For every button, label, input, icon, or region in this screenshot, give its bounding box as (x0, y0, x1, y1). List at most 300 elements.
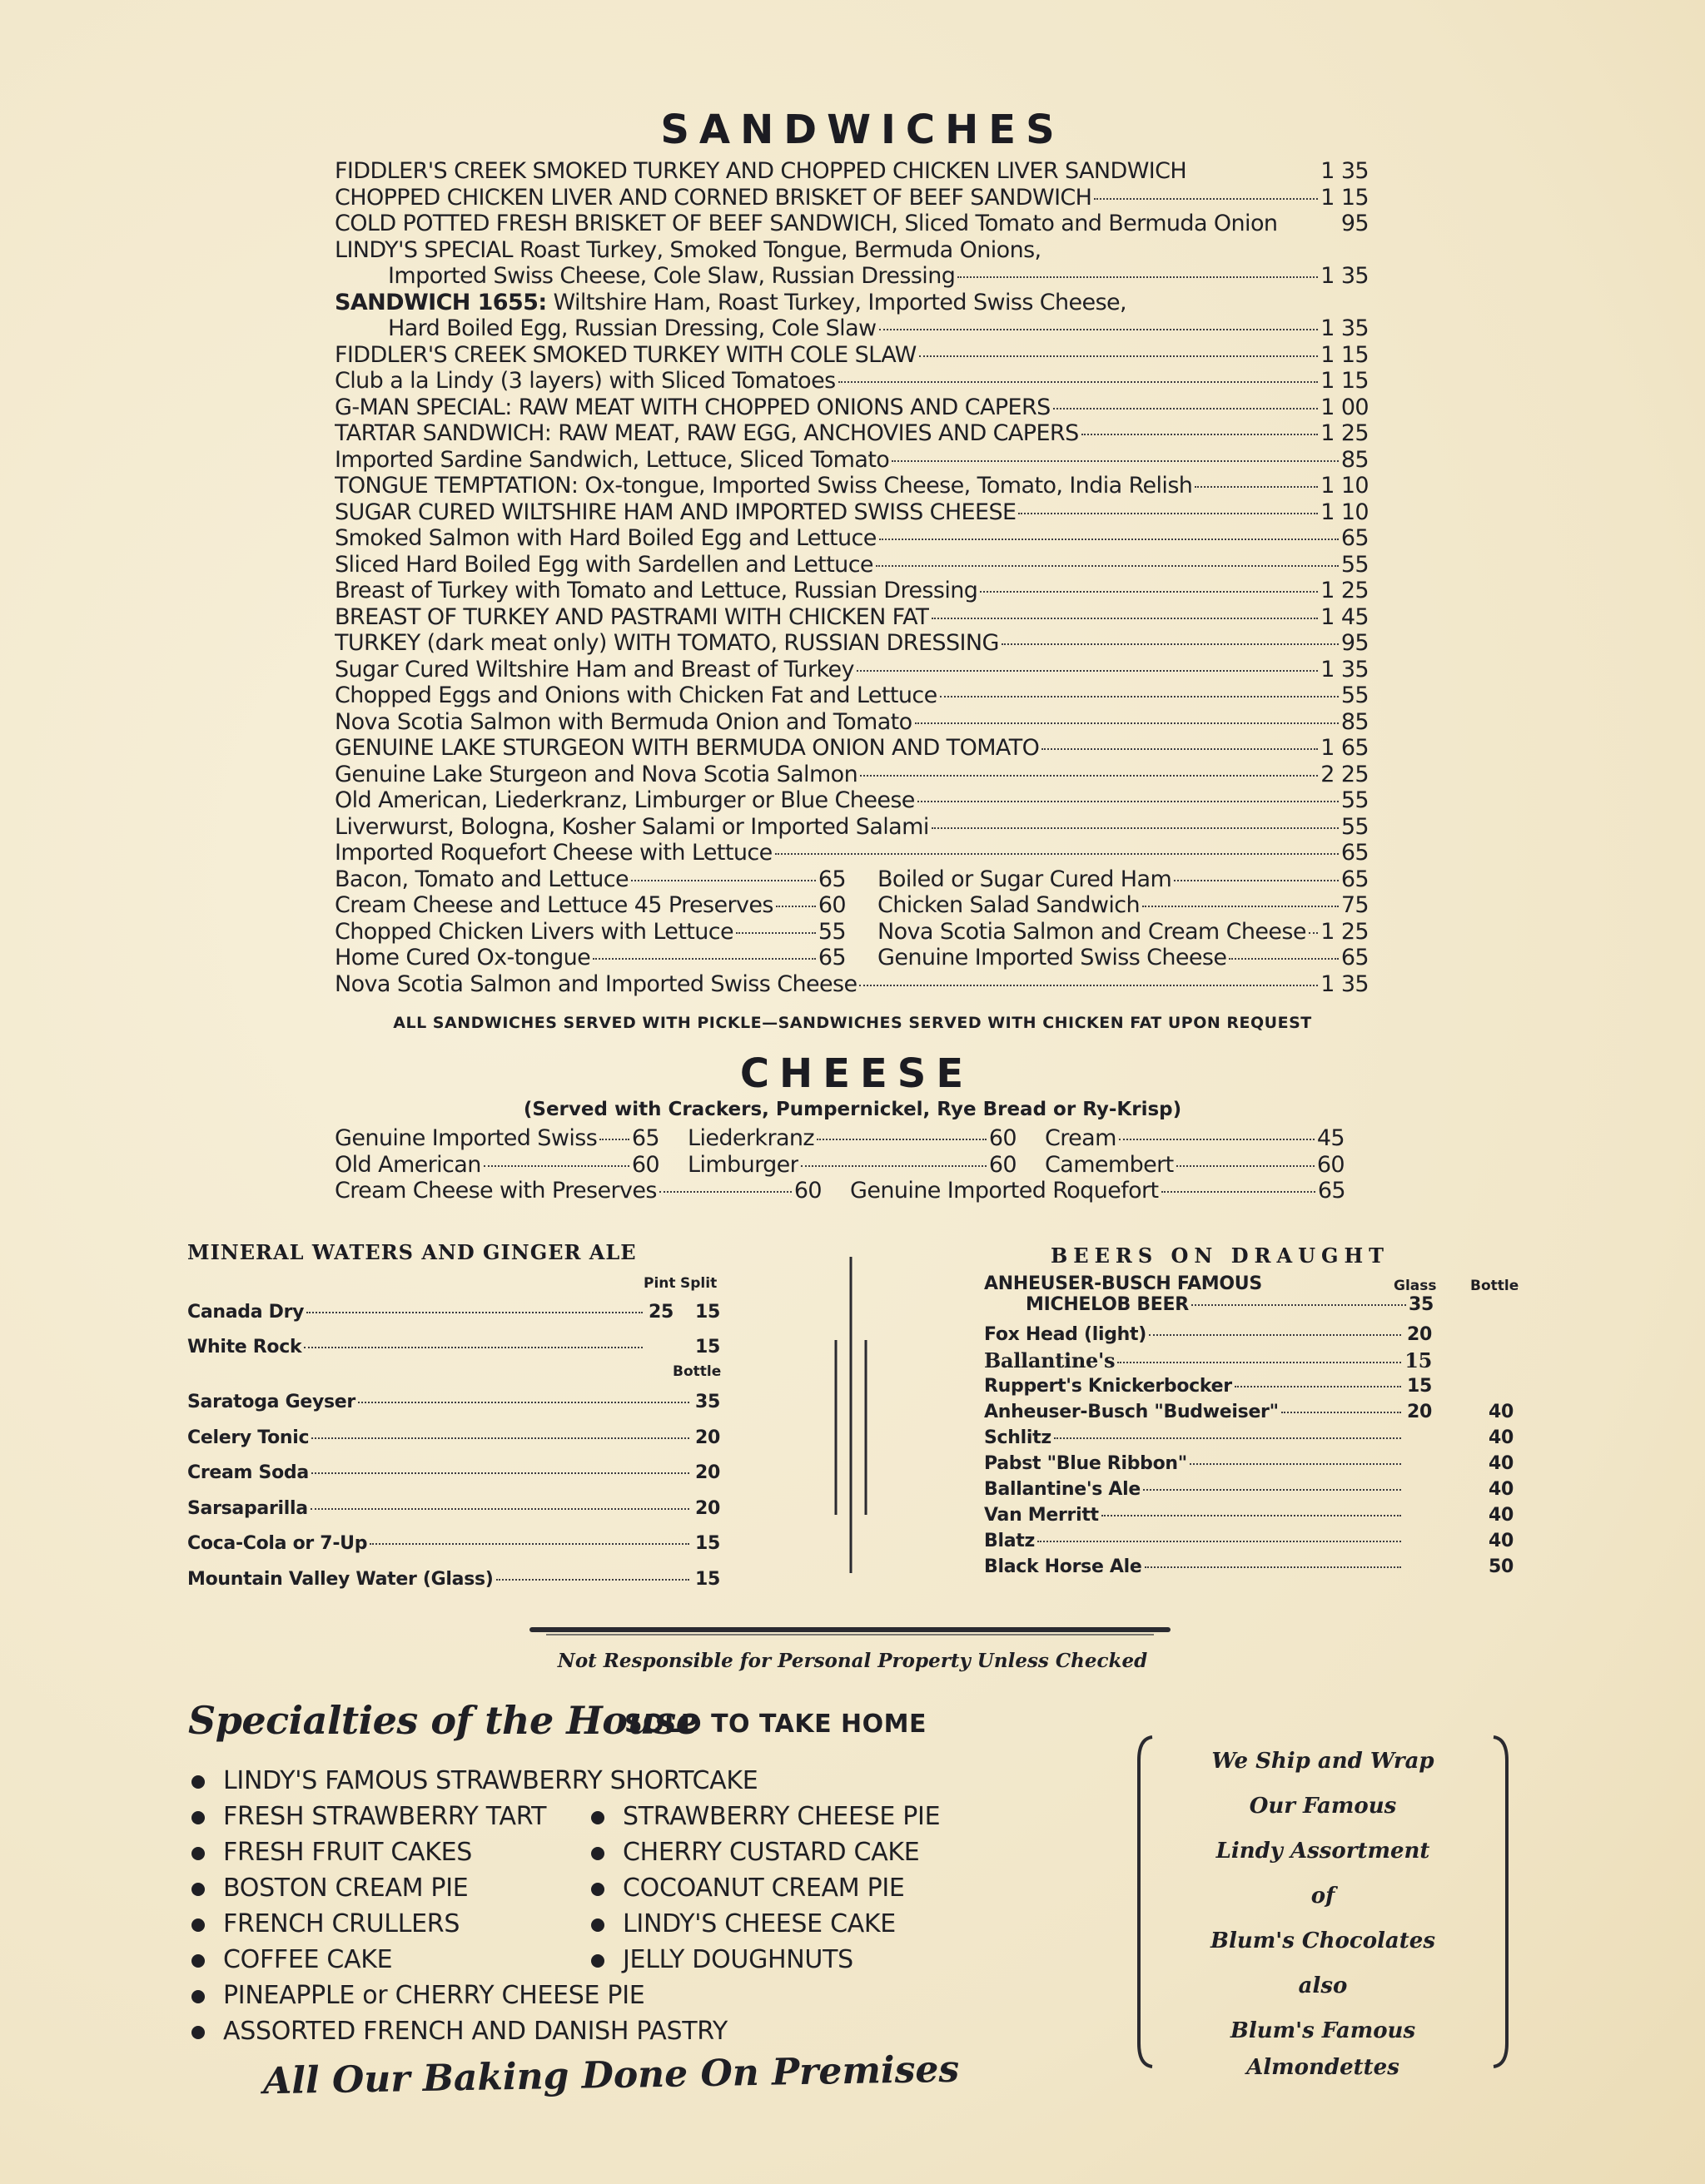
sandwich-row (335, 657, 1369, 683)
cheese-cell (850, 1178, 1345, 1204)
price-1: 15 (694, 1568, 720, 1590)
bottle-price: 40 (1488, 1453, 1514, 1474)
sandwich-row (335, 420, 1369, 447)
item-price: 65 (818, 945, 846, 970)
beer-row (984, 1399, 1514, 1425)
leader-dots (304, 1347, 643, 1348)
price-2: 15 (694, 1337, 720, 1358)
sandwich-row (335, 866, 846, 893)
bottle-price: 50 (1488, 1556, 1514, 1577)
item-name: Imported Swiss Cheese, Cole Slaw, Russian Dressing (388, 263, 956, 289)
cheese-item (688, 1125, 1017, 1152)
ship-and-wrap-box (1134, 1735, 1512, 2080)
item-name: Saratoga Geyser (187, 1392, 355, 1412)
leader-dots (980, 591, 1318, 593)
item-name: Pabst "Blue Ribbon" (984, 1453, 1187, 1474)
price-2: 15 (694, 1302, 720, 1323)
leader-dots (1054, 1437, 1401, 1439)
item-name: Chicken Salad Sandwich (877, 892, 1141, 918)
sandwich-row (335, 185, 1369, 211)
sandwich-row (335, 237, 1369, 264)
item-name: Sliced Hard Boiled Egg with Sardellen and Lettuce (335, 551, 873, 578)
item-name: Cream Soda (187, 1462, 309, 1483)
leader-dots (1174, 880, 1339, 881)
leader-dots (919, 355, 1319, 357)
sandwich-pair-row (335, 919, 1369, 946)
item-name: Camembert (1045, 1151, 1174, 1178)
bottle-price: 40 (1488, 1427, 1514, 1448)
sandwich-row (335, 342, 1369, 369)
item-name: Liverwurst, Bologna, Kosher Salami or Imported Salami (335, 813, 929, 840)
split-header: Split (680, 1275, 718, 1292)
cheese-cell (335, 1178, 822, 1204)
mineral-bottle-list (187, 1385, 720, 1597)
item-name: Nova Scotia Salmon with Bermuda Onion and Tomato (335, 708, 912, 735)
sandwich-list (335, 158, 1369, 997)
leader-dots (859, 985, 1318, 986)
item-name: Club a la Lindy (3 layers) with Sliced Tomatoes (335, 368, 836, 394)
pint-header: Pint (644, 1275, 676, 1292)
item-name: Boiled or Sugar Cured Ham (877, 866, 1172, 892)
item-name: Imported Roquefort Cheese with Lettuce (335, 840, 773, 866)
sandwich-row (335, 447, 1369, 474)
sandwich-row (335, 735, 1369, 762)
section-rule (529, 1627, 1171, 1632)
featured-beer-line-2: MICHELOB BEER (1026, 1294, 1189, 1315)
specialties-title: Specialties of the House (188, 1698, 700, 1743)
item-price: 65 (1317, 1178, 1345, 1204)
pair-left (335, 892, 846, 919)
leader-dots (876, 565, 1339, 567)
item-price: 1 35 (1320, 656, 1369, 682)
cheese-cell (688, 1125, 1017, 1152)
beer-row (984, 1322, 1514, 1348)
ship-line: Lindy Assortment (1215, 1839, 1430, 1864)
item-name: Old American, Liederkranz, Limburger or Blue Cheese (335, 787, 915, 813)
specialty-item: COCOANUT CREAM PIE (588, 1870, 940, 1906)
item-price: 55 (1340, 813, 1369, 840)
mineral-row (187, 1562, 720, 1598)
mineral-row (187, 1295, 720, 1330)
pair-right (877, 892, 1369, 919)
leader-dots (1229, 958, 1338, 960)
item-name: G-MAN SPECIAL: RAW MEAT WITH CHOPPED ONIONS AND CAPERS (335, 394, 1051, 420)
cheese-title: CHEESE (739, 1050, 974, 1097)
pair-left (335, 919, 846, 946)
specialties-subtitle: SOLD TO TAKE HOME (624, 1710, 927, 1739)
glass-header: Glass (1394, 1278, 1437, 1294)
item-name: GENUINE LAKE STURGEON WITH BERMUDA ONION AND TOMATO (335, 735, 1040, 761)
item-name-rest: Wiltshire Ham, Roast Turkey, Imported Swiss Cheese, (546, 289, 1127, 315)
beer-row (984, 1348, 1514, 1373)
item-price: 60 (988, 1151, 1017, 1178)
glass-price: 20 (1406, 1402, 1432, 1422)
item-name: Smoked Salmon with Hard Boiled Egg and Lettuce (335, 525, 877, 551)
glass-price: 15 (1406, 1376, 1432, 1397)
item-name: TURKEY (dark meat only) WITH TOMATO, RUSSIAN DRESSING (335, 630, 999, 656)
beer-row (984, 1528, 1514, 1554)
ship-line: Almondettes (1246, 2055, 1399, 2080)
leader-dots (1053, 408, 1319, 410)
leader-dots (1101, 1515, 1401, 1516)
leader-dots (358, 1402, 689, 1403)
cheese-item (688, 1152, 1017, 1179)
item-price: 60 (1316, 1151, 1345, 1178)
leader-dots (496, 1579, 689, 1581)
leader-dots (311, 1508, 689, 1510)
item-name: Nova Scotia Salmon and Imported Swiss Cheese (335, 970, 857, 997)
leader-dots (659, 1191, 792, 1193)
specialty-item: PINEAPPLE or CHERRY CHEESE PIE (188, 1978, 758, 2013)
leader-dots (311, 1472, 689, 1474)
beer-row (984, 1477, 1514, 1502)
cheese-item (335, 1152, 659, 1179)
item-price: 75 (1340, 892, 1369, 918)
item-price: 1 10 (1320, 499, 1369, 525)
item-name: Schlitz (984, 1427, 1051, 1448)
item-name: Genuine Imported Swiss Cheese (877, 945, 1227, 970)
leader-dots (957, 276, 1318, 278)
sandwich-row (877, 919, 1369, 946)
item-price: 65 (818, 866, 846, 892)
sandwich-row (335, 971, 1369, 998)
left-bracket (1134, 1735, 1156, 2068)
specialty-item: CHERRY CUSTARD CAKE (588, 1834, 940, 1870)
price-1: 25 (648, 1302, 674, 1323)
leader-dots (1081, 434, 1319, 435)
item-name: Cream Cheese and Lettuce 45 Preserves (335, 892, 773, 918)
item-price: 85 (1340, 446, 1369, 473)
item-name: Limburger (688, 1151, 799, 1178)
sandwich-pair-row (335, 892, 1369, 919)
item-name: Genuine Lake Sturgeon and Nova Scotia Salmon (335, 761, 858, 787)
leader-dots (1161, 1191, 1315, 1193)
item-name: Imported Sardine Sandwich, Lettuce, Sliced Tomato (335, 446, 890, 473)
bottle-header: Bottle (673, 1363, 722, 1380)
sandwich-row (877, 945, 1369, 971)
item-price: 1 15 (1320, 184, 1369, 211)
sandwich-row (335, 578, 1369, 604)
bottle-price: 40 (1488, 1402, 1514, 1422)
item-price: 60 (631, 1151, 659, 1178)
mineral-row (187, 1421, 720, 1457)
mineral-row (187, 1492, 720, 1527)
item-name: Blatz (984, 1531, 1035, 1551)
item-price: 65 (631, 1125, 659, 1151)
sandwich-row (335, 762, 1369, 788)
item-name: TARTAR SANDWICH: RAW MEAT, RAW EGG, ANCHOVIES AND CAPERS (335, 420, 1079, 446)
item-name: Ballantine's Ale (984, 1479, 1141, 1500)
item-name: Sugar Cured Wiltshire Ham and Breast of Turkey (335, 656, 854, 682)
item-name: FIDDLER'S CREEK SMOKED TURKEY WITH COLE SLAW (335, 341, 917, 368)
leader-dots (1281, 1412, 1401, 1413)
item-price: 95 (1340, 211, 1369, 236)
sandwich-row (335, 709, 1369, 736)
specialty-item: COFFEE CAKE (188, 1942, 758, 1978)
beer-row (984, 1554, 1514, 1580)
item-name: Canada Dry (187, 1302, 305, 1323)
cheese-cell (335, 1125, 659, 1152)
sandwich-row (335, 945, 846, 971)
item-price: 60 (818, 892, 846, 918)
item-name: White Rock (187, 1337, 302, 1358)
leader-dots (484, 1165, 629, 1167)
item-price: 65 (1340, 945, 1369, 970)
cheese-cell (335, 1152, 659, 1179)
leader-dots (1117, 1362, 1401, 1363)
leader-dots (860, 775, 1318, 777)
leader-dots (915, 722, 1339, 724)
price-1: 20 (694, 1427, 720, 1448)
mineral-pint-list (187, 1295, 720, 1365)
mineral-row (187, 1330, 720, 1365)
item-price: 1 15 (1320, 368, 1369, 394)
cheese-row (335, 1125, 1369, 1152)
item-price: 55 (1340, 551, 1369, 578)
price-1: 20 (694, 1497, 720, 1519)
cheese-cell (1045, 1152, 1345, 1179)
sandwich-row (335, 473, 1369, 499)
leader-dots (932, 827, 1339, 829)
leader-dots (1149, 1334, 1401, 1336)
specialty-item: JELLY DOUGHNUTS (588, 1942, 940, 1978)
leader-dots (1235, 1386, 1401, 1387)
item-price: 85 (1340, 708, 1369, 735)
sandwich-pair-row (335, 866, 1369, 893)
ship-line: Blum's Famous (1230, 2018, 1416, 2043)
sandwich-row (335, 158, 1369, 185)
pair-left (335, 945, 846, 971)
sandwich-row (335, 395, 1369, 421)
leader-dots (370, 1543, 689, 1545)
sandwich-row (335, 892, 846, 919)
sandwich-row (335, 919, 846, 946)
item-price: 1 25 (1320, 578, 1369, 603)
pair-left (335, 866, 846, 893)
leader-dots (917, 801, 1339, 802)
item-name: Hard Boiled Egg, Russian Dressing, Cole Slaw (388, 315, 877, 341)
cheese-item (335, 1125, 659, 1152)
item-name: COLD POTTED FRESH BRISKET OF BEEF SANDWICH, Sliced Tomato and Bermuda Onion (335, 211, 1278, 236)
specialty-item: BOSTON CREAM PIE (188, 1870, 758, 1906)
specialty-item: LINDY'S CHEESE CAKE (588, 1906, 940, 1942)
pair-right (877, 945, 1369, 971)
mineral-waters-title: MINERAL WATERS AND GINGER ALE (187, 1240, 637, 1264)
sandwich-row (335, 682, 1369, 709)
item-price: 65 (1340, 866, 1369, 892)
cheese-item (850, 1178, 1345, 1204)
beer-bottle-header: Bottle (1470, 1278, 1519, 1294)
leader-dots (736, 932, 816, 934)
beer-row (984, 1451, 1514, 1477)
leader-dots (1143, 1489, 1401, 1491)
item-price: 1 35 (1320, 263, 1369, 289)
ship-line: We Ship and Wrap (1211, 1749, 1434, 1774)
leader-dots (599, 1139, 629, 1140)
right-bracket (1490, 1735, 1512, 2068)
featured-beer-price: 35 (1408, 1294, 1434, 1315)
bottle-price: 40 (1488, 1479, 1514, 1500)
price-1: 20 (694, 1462, 720, 1483)
item-price: 1 65 (1320, 735, 1369, 761)
item-name: Nova Scotia Salmon and Cream Cheese (877, 918, 1306, 945)
mineral-row (187, 1526, 720, 1562)
item-price: 65 (1340, 840, 1369, 866)
cheese-item (1045, 1125, 1345, 1152)
ship-line: Blum's Chocolates (1210, 1928, 1435, 1953)
item-price: 45 (1316, 1125, 1345, 1151)
cheese-cell (1045, 1125, 1345, 1152)
leader-dots (1041, 748, 1318, 750)
specialties-right-list (588, 1799, 940, 1978)
sandwich-row (335, 814, 1369, 841)
beer-row (984, 1373, 1514, 1399)
item-name: Mountain Valley Water (Glass) (187, 1568, 494, 1590)
item-name: LINDY'S SPECIAL Roast Turkey, Smoked Tongue, Bermuda Onions, (335, 236, 1041, 263)
sandwich-row (335, 263, 1369, 290)
item-price: 1 35 (1320, 970, 1369, 997)
item-price: 55 (1340, 682, 1369, 708)
item-name: Celery Tonic (187, 1427, 310, 1448)
item-name: Chopped Eggs and Onions with Chicken Fat and Lettuce (335, 682, 937, 708)
sandwiches-title: SANDWICHES (660, 107, 1065, 153)
column-divider (833, 1257, 869, 1573)
leader-dots (311, 1437, 689, 1439)
item-name: BREAST OF TURKEY AND PASTRAMI WITH CHICKEN FAT (335, 603, 929, 630)
leader-dots (940, 696, 1339, 697)
leader-dots (593, 958, 816, 960)
mineral-row (187, 1456, 720, 1492)
leader-dots (306, 1312, 643, 1313)
sandwich-row (335, 604, 1369, 631)
pair-right (877, 919, 1369, 946)
item-price: 55 (818, 918, 846, 945)
item-name: Cream Cheese with Preserves (335, 1178, 657, 1204)
leader-dots (879, 539, 1339, 540)
leader-dots (857, 670, 1318, 672)
item-name: Sarsaparilla (187, 1497, 308, 1519)
item-name: Black Horse Ale (984, 1556, 1142, 1577)
item-price: 1 35 (1320, 315, 1369, 341)
price-1: 35 (694, 1392, 720, 1412)
leader-dots (1018, 513, 1318, 514)
item-name: Genuine Imported Roquefort (850, 1178, 1159, 1204)
specialty-item: ASSORTED FRENCH AND DANISH PASTRY (188, 2013, 758, 2049)
beer-row (984, 1502, 1514, 1528)
bottle-price: 40 (1488, 1531, 1514, 1551)
item-name: Ruppert's Knickerbocker (984, 1376, 1232, 1397)
leader-dots (817, 1139, 987, 1140)
item-name-bold: SANDWICH 1655: (335, 289, 547, 315)
item-name (335, 290, 1126, 316)
leader-dots (1002, 643, 1339, 645)
item-price: 65 (1340, 525, 1369, 551)
specialty-item: LINDY'S FAMOUS STRAWBERRY SHORTCAKE (188, 1763, 758, 1799)
item-price: 1 35 (1320, 158, 1369, 184)
leader-dots (801, 1165, 987, 1167)
pair-right (877, 866, 1369, 893)
item-name: Genuine Imported Swiss (335, 1125, 598, 1151)
mineral-row (187, 1385, 720, 1421)
ship-line: Our Famous (1249, 1794, 1397, 1819)
item-price: 60 (988, 1125, 1017, 1151)
leader-dots (838, 381, 1319, 383)
specialty-item: FRESH STRAWBERRY TART (188, 1799, 758, 1834)
leader-dots (879, 329, 1319, 330)
price-1: 15 (694, 1533, 720, 1554)
leader-dots (1142, 906, 1339, 907)
item-name: Old American (335, 1151, 481, 1178)
ship-lines (1134, 1735, 1512, 2082)
sandwich-row (335, 787, 1369, 814)
featured-beer (984, 1273, 1434, 1315)
sandwich-row (335, 499, 1369, 526)
ship-line: also (1298, 1973, 1348, 1998)
cheese-item (335, 1178, 822, 1204)
leader-dots (1190, 1463, 1401, 1465)
featured-beer-line-1: ANHEUSER-BUSCH FAMOUS (984, 1273, 1262, 1294)
cheese-row (335, 1178, 1369, 1204)
leader-dots (1195, 486, 1318, 488)
item-name: Cream (1045, 1125, 1116, 1151)
specialty-item: FRESH FRUIT CAKES (188, 1834, 758, 1870)
cheese-item (1045, 1152, 1345, 1179)
sandwich-row (335, 211, 1369, 237)
sandwich-row (335, 630, 1369, 657)
item-name: Anheuser-Busch "Budweiser" (984, 1402, 1279, 1422)
item-name: Bacon, Tomato and Lettuce (335, 866, 629, 892)
cheese-row (335, 1152, 1369, 1179)
item-price: 1 25 (1320, 420, 1369, 446)
leader-dots (1094, 198, 1318, 200)
item-name: Ballantine's (984, 1348, 1116, 1372)
item-name: SUGAR CURED WILTSHIRE HAM AND IMPORTED SWISS CHEESE (335, 499, 1017, 525)
leader-dots (1145, 1566, 1401, 1568)
item-price: 1 00 (1320, 394, 1369, 420)
ship-line: of (1310, 1884, 1335, 1909)
leader-dots (631, 880, 816, 881)
item-name: Liederkranz (688, 1125, 814, 1151)
baking-tagline: All Our Baking Done On Premises (262, 2048, 960, 2103)
item-price: 60 (793, 1178, 822, 1204)
item-name: CHOPPED CHICKEN LIVER AND CORNED BRISKET OF BEEF SANDWICH (335, 184, 1092, 211)
beer-row (984, 1425, 1514, 1451)
beers-title: BEERS ON DRAUGHT (1051, 1243, 1390, 1268)
leader-dots (932, 618, 1318, 619)
leader-dots (1176, 1165, 1315, 1167)
beer-list (984, 1322, 1514, 1580)
sandwich-row (335, 525, 1369, 552)
leader-dots (1037, 1541, 1401, 1542)
sandwich-row (335, 315, 1369, 342)
leader-dots (1309, 932, 1318, 934)
item-name: Fox Head (light) (984, 1324, 1147, 1345)
cheese-cell (688, 1152, 1017, 1179)
item-name: TONGUE TEMPTATION: Ox-tongue, Imported Swiss Cheese, Tomato, India Relish (335, 473, 1193, 499)
item-price: 95 (1340, 630, 1369, 656)
leader-dots (1119, 1139, 1315, 1140)
item-price: 1 45 (1320, 603, 1369, 630)
item-name: Home Cured Ox-tongue (335, 945, 591, 970)
leader-dots (892, 460, 1339, 462)
item-price: 1 10 (1320, 473, 1369, 499)
sandwich-row (335, 290, 1369, 316)
item-name: Breast of Turkey with Tomato and Lettuce, Russian Dressing (335, 578, 978, 603)
property-notice: Not Responsible for Personal Property Unless Checked (557, 1650, 1148, 1672)
sandwich-pair-row (335, 945, 1369, 971)
leader-dots (775, 853, 1339, 855)
glass-price: 20 (1406, 1324, 1432, 1345)
